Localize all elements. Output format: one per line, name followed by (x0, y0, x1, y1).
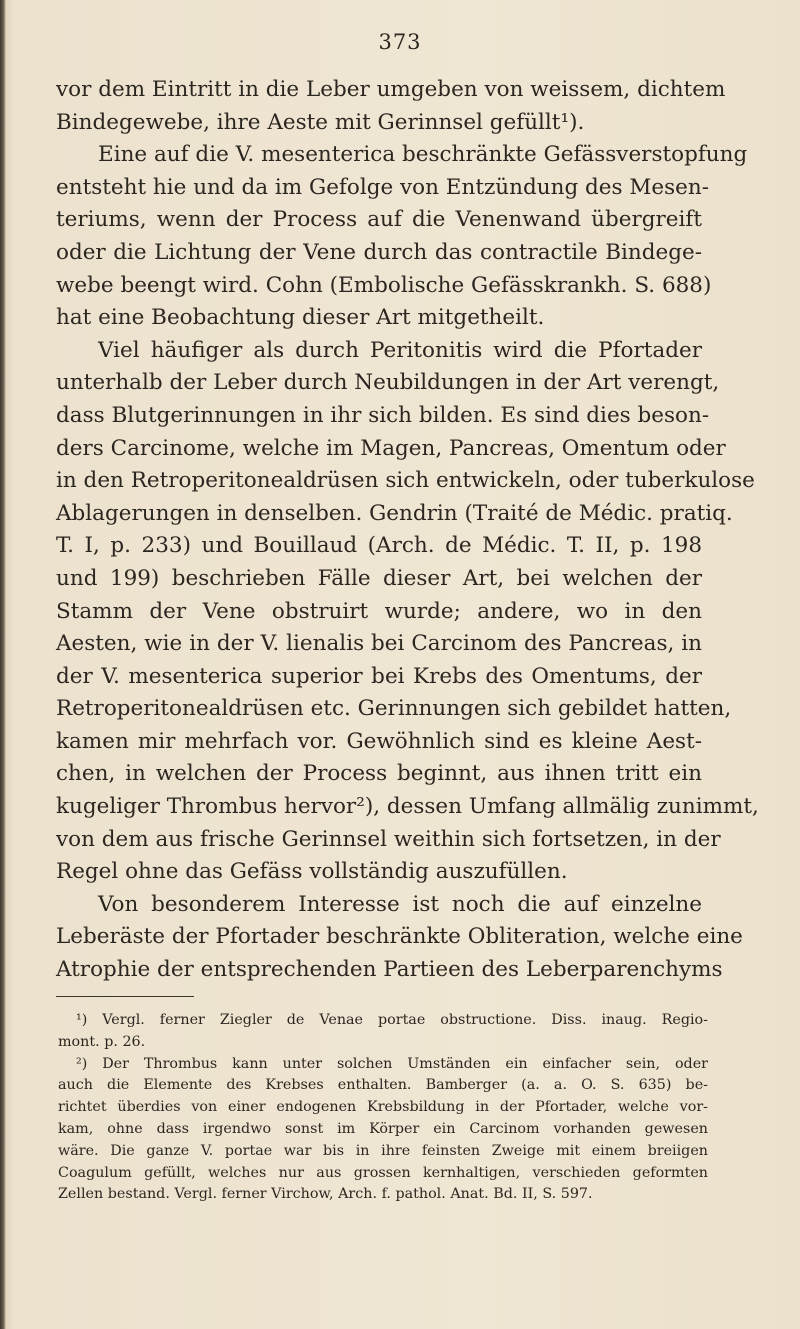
text-line: oder die Lichtung der Vene durch das contractile Bindege- (56, 239, 702, 265)
footnote-line: Zellen bestand. Vergl. ferner Virchow, Arch. f. pathol. Anat. Bd. II, S. 597. (58, 1186, 593, 1203)
footnotes (58, 1010, 708, 1206)
page-number: 373 (378, 30, 422, 54)
text-line: ders Carcinome, welche im Magen, Pancreas, Omentum oder (56, 435, 726, 461)
text-line: Ablagerungen in denselben. Gendrin (Traité de Médic. pratiq. (56, 500, 733, 526)
text-line: in den Retroperitonealdrüsen sich entwickeln, oder tuberkulose (56, 468, 755, 494)
footnote-line: auch die Elemente des Krebses enthalten. Bamberger (a. a. O. S. 635) be- (58, 1077, 708, 1094)
text-line: von dem aus frische Gerinnsel weithin sich fortsetzen, in der (56, 826, 721, 852)
text-line: kugeliger Thrombus hervor²), dessen Umfang allmälig zunimmt, (56, 794, 759, 820)
footnote-line: kam, ohne dass irgendwo sonst im Körper ein Carcinom vorhanden gewesen (58, 1120, 708, 1137)
text-line: Retroperitonealdrüsen etc. Gerinnungen sich gebildet hatten, (56, 696, 732, 722)
footnote-line: ²) Der Thrombus kann unter solchen Umständen ein einfacher sein, oder (76, 1055, 708, 1072)
text-line: Leberäste der Pfortader beschränkte Obliteration, welche eine (56, 924, 743, 950)
book-spine-shadow (0, 0, 6, 1329)
text-line: vor dem Eintritt in die Leber umgeben von weissem, dichtem (56, 77, 726, 102)
text-line: T. I, p. 233) und Bouillaud (Arch. de Médic. T. II, p. 198 (56, 533, 702, 559)
footnote-line: ¹) Vergl. ferner Ziegler de Venae portae obstructione. Diss. inaug. Regio- (76, 1012, 708, 1028)
text-line: Von besonderem Interesse ist noch die auf einzelne (98, 891, 702, 917)
footnote-line: wäre. Die ganze V. portae war bis in ihre feinsten Zweige mit einem breiigen (58, 1142, 708, 1159)
footnote-line: mont. p. 26. (58, 1033, 146, 1050)
text-line: Aesten, wie in der V. lienalis bei Carcinom des Pancreas, in (56, 631, 702, 657)
footnote-line: Coagulum gefüllt, welches nur aus grossen kernhaltigen, verschieden geformten (58, 1164, 708, 1181)
text-line: webe beengt wird. Cohn (Embolische Gefässkrankh. S. 688) (56, 272, 712, 298)
text-line: Viel häufiger als durch Peritonitis wird die Pfortader (98, 337, 702, 363)
text-line: unterhalb der Leber durch Neubildungen in der Art verengt, (56, 370, 720, 396)
text-line: chen, in welchen der Process beginnt, aus ihnen tritt ein (56, 761, 702, 787)
text-line: hat eine Beobachtung dieser Art mitgetheilt. (56, 305, 545, 331)
text-line: dass Blutgerinnungen in ihr sich bilden. Es sind dies beson- (56, 402, 710, 428)
text-line: Eine auf die V. mesenterica beschränkte Gefässverstopfung (98, 142, 748, 168)
body-text (56, 74, 759, 987)
text-line: Regel ohne das Gefäss vollständig auszufüllen. (56, 859, 568, 885)
footnote-line: richtet überdies von einer endogenen Krebsbildung in der Pfortader, welche vor- (58, 1099, 708, 1116)
text-line: teriums, wenn der Process auf die Venenwand übergreift (56, 207, 702, 233)
text-line: der V. mesenterica superior bei Krebs des Omentums, der (56, 663, 702, 689)
footnote-divider (56, 996, 194, 997)
text-line: und 199) beschrieben Fälle dieser Art, bei welchen der (56, 565, 702, 591)
text-line: Bindegewebe, ihre Aeste mit Gerinnsel gefüllt¹). (56, 109, 585, 135)
text-line: Atrophie der entsprechenden Partieen des Leberparenchyms (56, 957, 723, 983)
text-line: entsteht hie und da im Gefolge von Entzündung des Mesen- (56, 174, 709, 200)
text-line: Stamm der Vene obstruirt wurde; andere, wo in den (56, 598, 702, 624)
text-line: kamen mir mehrfach vor. Gewöhnlich sind es kleine Aest- (56, 728, 702, 754)
